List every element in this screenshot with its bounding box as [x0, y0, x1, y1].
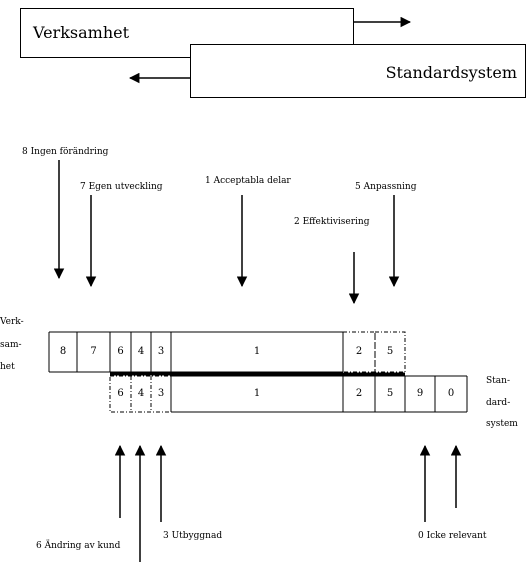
- label-icke-relevant: 0 Icke relevant: [418, 531, 487, 541]
- lower-cell-6: 6: [117, 388, 124, 399]
- label-ingen-forandring: 8 Ingen förändring: [22, 147, 109, 157]
- label-andring-av-kund: 6 Ändring av kund: [36, 541, 121, 551]
- upper-cell-1: 1: [253, 346, 261, 357]
- label-standardsystem-3: system: [486, 419, 518, 429]
- lower-cell-9: 9: [416, 388, 424, 399]
- lower-cell-5: 5: [386, 388, 394, 399]
- label-egen-utveckling: 7 Egen utveckling: [80, 182, 163, 192]
- upper-cell-7: 7: [90, 346, 97, 357]
- upper-cell-8: 8: [59, 346, 67, 357]
- label-verksamhet-1: Verk-: [0, 317, 24, 327]
- label-verksamhet-3: het: [0, 362, 15, 372]
- upper-cell-5: 5: [386, 346, 394, 357]
- lower-cell-3: 3: [157, 388, 165, 399]
- lower-cell-0: 0: [447, 388, 455, 399]
- label-effektivisering: 2 Effektivisering: [294, 217, 370, 227]
- upper-cell-4: 4: [137, 346, 145, 357]
- lower-cell-1: 1: [253, 388, 261, 399]
- label-acceptabla-delar: 1 Acceptabla delar: [205, 176, 291, 186]
- label-anpassning: 5 Anpassning: [355, 182, 417, 192]
- upper-cell-6: 6: [117, 346, 124, 357]
- label-standardsystem-1: Stan-: [486, 376, 510, 386]
- business-box-label: Verksamhet: [33, 23, 130, 42]
- lower-cell-4: 4: [137, 388, 145, 399]
- upper-cell-3: 3: [157, 346, 165, 357]
- label-utbyggnad: 3 Utbyggnad: [163, 531, 223, 541]
- standard-system-box-label: Standardsystem: [385, 63, 517, 82]
- lower-cell-2: 2: [355, 388, 363, 399]
- label-standardsystem-2: dard-: [486, 398, 511, 408]
- label-verksamhet-2: sam-: [0, 340, 22, 350]
- upper-cell-2: 2: [355, 346, 363, 357]
